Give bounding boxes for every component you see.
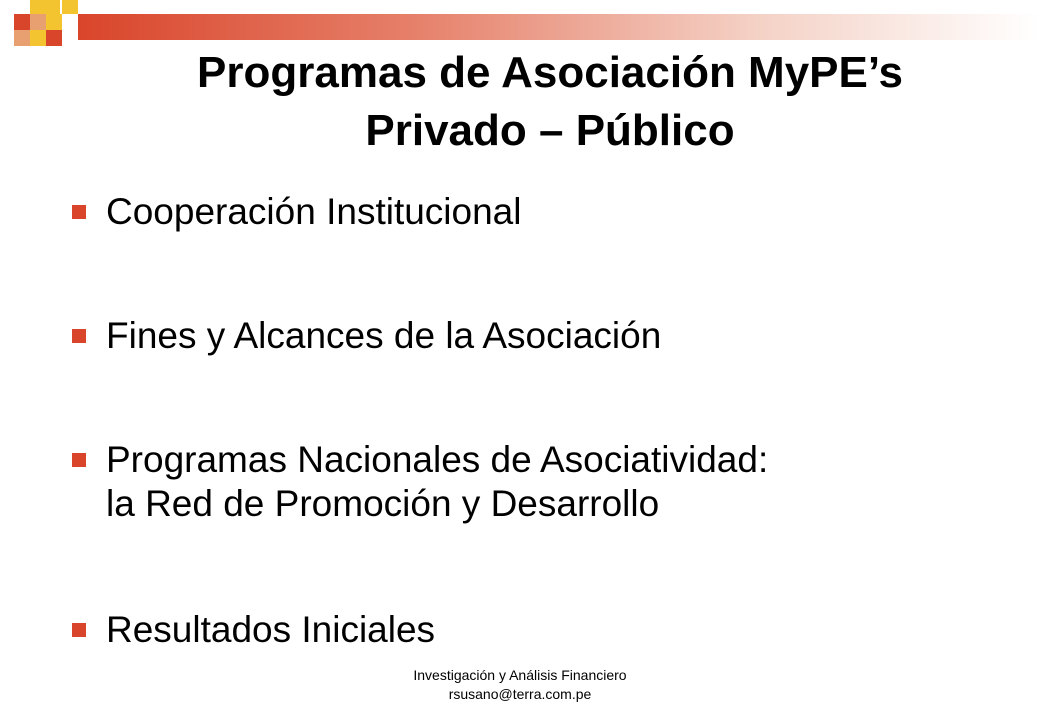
slide-title-line2: Privado – Público <box>365 106 735 155</box>
bullet-square-icon <box>72 623 86 637</box>
bullet-square-icon <box>72 205 86 219</box>
decor-square <box>46 14 62 30</box>
footer-line1: Investigación y Análisis Financiero <box>413 667 627 683</box>
decor-square <box>30 0 60 14</box>
bullet-square-icon <box>72 329 86 343</box>
decor-square <box>30 30 46 46</box>
bullet-text: Fines y Alcances de la Asociación <box>106 315 662 356</box>
bullet-item <box>70 608 435 652</box>
slide-title <box>80 44 1020 160</box>
decor-square <box>30 14 46 30</box>
bullet-item <box>70 438 768 526</box>
bullet-item <box>70 190 521 234</box>
bullet-text: Cooperación Institucional <box>106 191 522 232</box>
bullet-text: Resultados Iniciales <box>106 609 436 650</box>
bullet-square-icon <box>72 453 86 467</box>
decor-square <box>62 0 78 14</box>
slide-footer <box>300 666 740 704</box>
header-gradient-band <box>78 14 1040 40</box>
decor-square <box>14 14 30 30</box>
bullet-text-continuation: la Red de Promoción y Desarrollo <box>106 483 660 524</box>
slide-title-line1: Programas de Asociación MyPE’s <box>197 48 903 97</box>
footer-email: rsusano@terra.com.pe <box>448 686 592 702</box>
bullet-item <box>70 314 661 358</box>
decor-square <box>46 30 62 46</box>
bullet-text: Programas Nacionales de Asociatividad: <box>106 439 769 480</box>
decor-square <box>14 30 30 46</box>
